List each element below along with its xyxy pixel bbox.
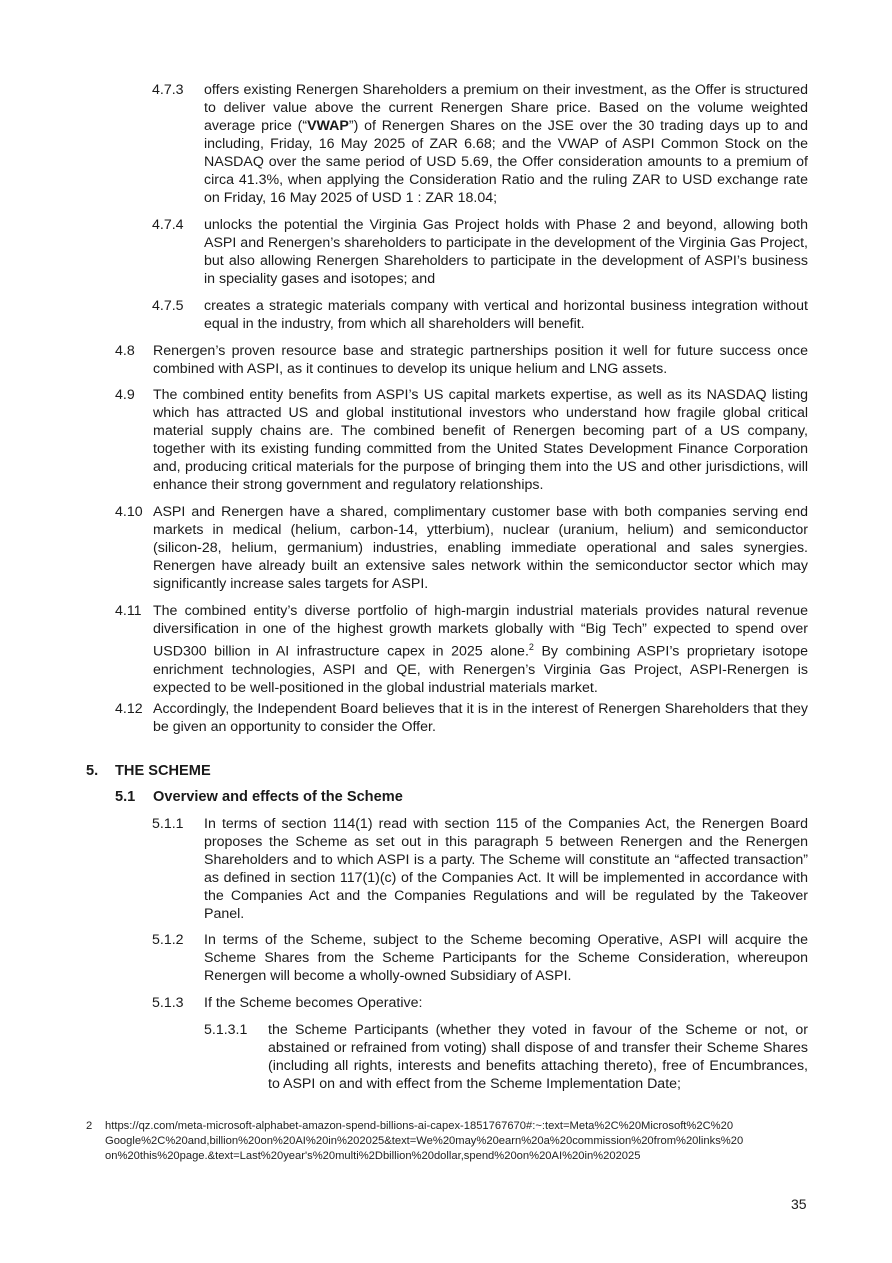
para-text: If the Scheme becomes Operative: [204, 995, 423, 1011]
para-4-10 [115, 503, 808, 593]
para-4-7-5 [152, 297, 808, 333]
para-text: Accordingly, the Independent Board believes that it is in the interest of Renergen Shareholders that they be given an opportunity to consider the Offer. [153, 701, 808, 735]
defined-term: VWAP [307, 118, 349, 134]
para-number: 4.7.3 [152, 82, 184, 98]
para-5-1-1 [152, 815, 808, 923]
footnote-link-line[interactable]: Google%2C%20and,billion%20on%20AI%20in%202025&text=We%20may%20earn%20a%20commission%20from%20links%20 [105, 1135, 744, 1147]
section-number: 5. [86, 763, 99, 779]
footnote-link-line[interactable]: https://qz.com/meta-microsoft-alphabet-amazon-spend-billions-ai-capex-1851767670#:~:text=Meta%2C%20Microsoft%2C%20 [105, 1120, 734, 1132]
page-number: 35 [791, 1196, 807, 1212]
subsection-title: Overview and effects of the Scheme [153, 789, 403, 805]
footnote [86, 1119, 810, 1164]
para-4-12 [115, 700, 808, 736]
para-text: offers existing Renergen Shareholders a premium on their investment, as the Offer is structured to deliver value above the current Renergen Share price. Based on the volume weighted average price (“VWAP”) of Renergen Shares on the JSE over the 30 trading days up to and including, Friday, 16 May 2025 of ZAR 6.68; and the VWAP of ASPI Common Stock on the NASDAQ over the same period of USD 5.69, the Offer consideration amounts to a premium of circa 41.3%, when applying the Consideration Ratio and the ruling ZAR to USD exchange rate on Friday, 16 May 2025 of USD 1 : ZAR 18.04; [204, 82, 808, 206]
para-5-1-2 [152, 931, 808, 985]
para-number: 5.1.1 [152, 816, 184, 832]
footnote-reference[interactable]: 2 [528, 642, 534, 652]
para-4-7-4 [152, 216, 808, 288]
para-4-8 [115, 342, 808, 378]
para-text: unlocks the potential the Virginia Gas Project holds with Phase 2 and beyond, allowing both ASPI and Renergen’s shareholders to participate in the development of the Virginia Gas Project, but also allowing Renergen Shareholders to participate in the development of ASPI’s business in speciality gases and isotopes; and [204, 217, 808, 287]
para-number: 4.7.4 [152, 217, 184, 233]
para-text: In terms of section 114(1) read with section 115 of the Companies Act, the Renergen Board proposes the Scheme as set out in this paragraph 5 between Renergen and the Renergen Shareholders and to which ASPI is a party. The Scheme will constitute an “affected transaction” as defined in section 117(1)(c) of the Companies Act. It will be implemented in accordance with the Companies Act and the Companies Regulations and will be regulated by the Takeover Panel. [204, 816, 808, 922]
para-text: creates a strategic materials company with vertical and horizontal business integration without equal in the industry, from which all shareholders will benefit. [204, 298, 808, 332]
para-number: 4.11 [115, 603, 142, 619]
footnote-link-line[interactable]: on%20this%20page.&text=Last%20year's%20multi%2Dbillion%20dollar,spend%20on%20AI%20in%202025 [105, 1150, 641, 1162]
para-number: 4.10 [115, 504, 143, 520]
section-title: THE SCHEME [115, 763, 211, 779]
para-number: 4.7.5 [152, 298, 184, 314]
para-5-1-3-1 [204, 1021, 808, 1093]
para-4-7-3 [152, 81, 808, 207]
para-text: the Scheme Participants (whether they voted in favour of the Scheme or not, or abstained or refrained from voting) shall dispose of and transfer their Scheme Shares (including all rights, interests and benefits attaching thereto), free of Encumbrances, to ASPI on and with effect from the Scheme Implementation Date; [268, 1022, 808, 1092]
section-heading [86, 762, 211, 780]
para-5-1-3 [152, 994, 808, 1012]
para-text: In terms of the Scheme, subject to the Scheme becoming Operative, ASPI will acquire the Scheme Shares from the Scheme Participants for the Scheme Consideration, whereupon Renergen will become a wholly-owned Subsidiary of ASPI. [204, 932, 808, 984]
footnote-number: 2 [86, 1120, 93, 1132]
para-number: 4.9 [115, 387, 135, 403]
para-number: 4.12 [115, 701, 143, 717]
para-text: Renergen’s proven resource base and strategic partnerships position it well for future success once combined with ASPI, as it continues to develop its unique helium and LNG assets. [153, 343, 808, 377]
para-text: The combined entity’s diverse portfolio of high-margin industrial materials provides natural revenue diversification in one of the highest growth markets globally with “Big Tech” expected to spend over USD300 billion in AI infrastructure capex in 2025 alone.$^2$ By combining ASPI’s proprietary isotope enrichment technologies, ASPI and QE, with Renergen’s Virginia Gas Project, ASPI-Renergen is expected to be well-positioned in the global industrial materials market. [153, 603, 808, 696]
para-4-9 [115, 386, 808, 494]
para-number: 4.8 [115, 343, 135, 359]
para-text: The combined entity benefits from ASPI’s US capital markets expertise, as well as its NASDAQ listing which has attracted US and global institutional investors who understand how fragile global critical material supply chains are. The combined benefit of Renergen becoming part of a US company, together with its existing funding committed from the United States Development Finance Corporation and, producing critical materials for the purpose of bringing them into the US and other jurisdictions, will enhance their strong government and regulatory relationships. [153, 387, 808, 493]
subsection-number: 5.1 [115, 789, 136, 805]
para-text: ASPI and Renergen have a shared, complimentary customer base with both companies serving end markets in medical (helium, carbon-14, ytterbium), nuclear (uranium, helium) and semiconductor (silicon-28, helium, germanium) industries, enabling immediate operational and sales synergies. Renergen have already built an extensive sales network within the semiconductor sector which may significantly increase sales targets for ASPI. [153, 504, 808, 592]
para-number: 5.1.3 [152, 995, 184, 1011]
para-number: 5.1.3.1 [204, 1022, 248, 1038]
para-4-11 [115, 602, 808, 697]
para-number: 5.1.2 [152, 932, 184, 948]
subsection-heading [115, 788, 403, 806]
